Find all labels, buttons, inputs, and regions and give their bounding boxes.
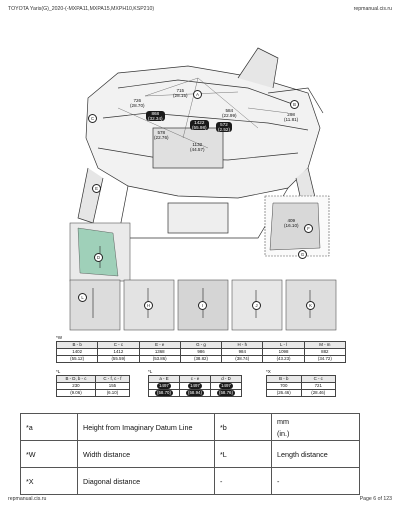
t1-header-5: L - l <box>263 342 304 349</box>
length-distance-table-b <box>148 375 242 397</box>
t1-in-2: (53.86) <box>139 356 180 363</box>
t1-header-4: H - h <box>222 342 263 349</box>
t1-mm-2: 1368 <box>139 349 180 356</box>
height-callout-c7: 1132 (44.57) <box>190 142 205 152</box>
point-f-marker: F <box>304 224 313 233</box>
t1-mm-5: 1098 <box>263 349 304 356</box>
t4-header-1: C - c <box>301 376 336 383</box>
legend-key: - <box>215 468 272 495</box>
t3-in-2: (58.76) <box>211 390 242 397</box>
t2-mm-1: 155 <box>95 383 129 390</box>
height-callout-c10: 298 (11.81) <box>284 112 299 122</box>
t1-header-3: G - g <box>180 342 221 349</box>
legend-row <box>21 414 360 441</box>
length-distance-table-a <box>56 375 130 397</box>
header-site: repmanual.cis.ru <box>353 6 392 12</box>
t1-mm-6: 882 <box>304 349 345 356</box>
point-l-marker: L <box>78 293 87 302</box>
legend-desc: Height from Imaginary Datum Line <box>78 414 215 441</box>
t1-mm-1: 1412 <box>98 349 139 356</box>
t3-mm-2: 1497 <box>211 383 242 390</box>
body-dimension-figure <box>58 18 348 334</box>
point-j-marker: J <box>252 301 261 310</box>
height-callout-c2: 726 (28.70) <box>130 98 145 108</box>
t1-header-6: M - m <box>304 342 345 349</box>
t3-header-1: c - e <box>180 376 211 383</box>
t4-mm-0: 700 <box>267 383 302 390</box>
t1-mm-0: 1402 <box>57 349 98 356</box>
t4-header-0: B - b <box>267 376 302 383</box>
legend-desc: Width distance <box>78 441 215 468</box>
height-callout-c1: 715 (28.15) <box>173 88 188 98</box>
height-callout-c11: 409 (16.10) <box>284 218 299 228</box>
t1-in-0: (55.12) <box>57 356 98 363</box>
vehicle-body-drawing <box>58 18 348 334</box>
point-c-marker: C <box>88 114 97 123</box>
point-d-marker: D <box>94 253 103 262</box>
legend-key: *a <box>21 414 78 441</box>
point-e-marker: E <box>92 184 101 193</box>
footer-site: repmanual.cis.ru <box>8 496 47 502</box>
point-i-marker: I <box>198 301 207 310</box>
t2-in-1: (6.10) <box>95 390 129 397</box>
legend-key: *X <box>21 468 78 495</box>
t4-in-0: (26.46) <box>267 390 302 397</box>
legend-key: *W <box>21 441 78 468</box>
legend-key: *L <box>215 441 272 468</box>
point-a-marker: A <box>193 90 202 99</box>
legend-desc <box>272 414 360 441</box>
table3-mark: *L <box>148 369 153 374</box>
legend-table <box>20 413 360 495</box>
t1-in-5: (43.23) <box>263 356 304 363</box>
page-footer <box>8 496 392 506</box>
page-header <box>8 6 392 16</box>
legend-row <box>21 441 360 468</box>
t1-in-3: (38.82) <box>180 356 221 363</box>
t2-header-1: C - f, c - f <box>95 376 129 383</box>
t4-mm-1: 721 <box>301 383 336 390</box>
legend-desc: Length distance <box>272 441 360 468</box>
t1-mm-3: 986 <box>180 349 221 356</box>
t3-header-2: d - D <box>211 376 242 383</box>
diagonal-distance-table <box>266 375 336 397</box>
height-callout-c6: 578 (22.76) <box>154 130 169 140</box>
t1-header-2: E - e <box>139 342 180 349</box>
t2-mm-0: 230 <box>57 383 96 390</box>
t1-in-1: (55.59) <box>98 356 139 363</box>
legend-unit-in: (in.) <box>277 428 290 438</box>
legend-unit-mm: mm <box>277 416 289 426</box>
t3-mm-1: 1497 <box>180 383 211 390</box>
t1-in-6: (34.72) <box>304 356 345 363</box>
height-callout-c5: 1422 (55.98) <box>192 120 207 130</box>
page-number: Page 6 of 123 <box>359 496 392 502</box>
legend-desc: Diagonal distance <box>78 468 215 495</box>
t1-header-0: B - b <box>57 342 98 349</box>
t1-header-1: C - c <box>98 342 139 349</box>
table2-mark: *L <box>56 369 61 374</box>
legend-desc: - <box>272 468 360 495</box>
t1-mm-4: 984 <box>222 349 263 356</box>
point-g-marker: G <box>298 250 307 259</box>
point-k-marker: K <box>306 301 315 310</box>
t3-header-0: a - E <box>149 376 180 383</box>
legend-key: *b <box>215 414 272 441</box>
height-callout-c3: 868 (32.34) <box>148 111 163 121</box>
legend-row <box>21 468 360 495</box>
t3-mm-0: 1497 <box>149 383 180 390</box>
table1-mark: *W <box>56 335 63 340</box>
t3-in-1: (58.94) <box>180 390 211 397</box>
t4-in-1: (28.46) <box>301 390 336 397</box>
point-b-marker: B <box>290 100 299 109</box>
t2-in-0: (9.06) <box>57 390 96 397</box>
table4-mark: *X <box>266 369 271 374</box>
point-h-marker: H <box>144 301 153 310</box>
height-callout-c9: 572 (2.52) <box>218 122 231 132</box>
t1-in-4: (38.74) <box>222 356 263 363</box>
height-callout-c8: 584 (22.99) <box>222 108 237 118</box>
header-title: TOYOTA Yaris(G)_2020-(-MXPA11,MXPA15,MXPH10,KSP210) <box>8 6 155 12</box>
width-distance-table <box>56 341 346 363</box>
t2-header-0: B - D, b - c <box>57 376 96 383</box>
t3-in-0: (58.70) <box>149 390 180 397</box>
